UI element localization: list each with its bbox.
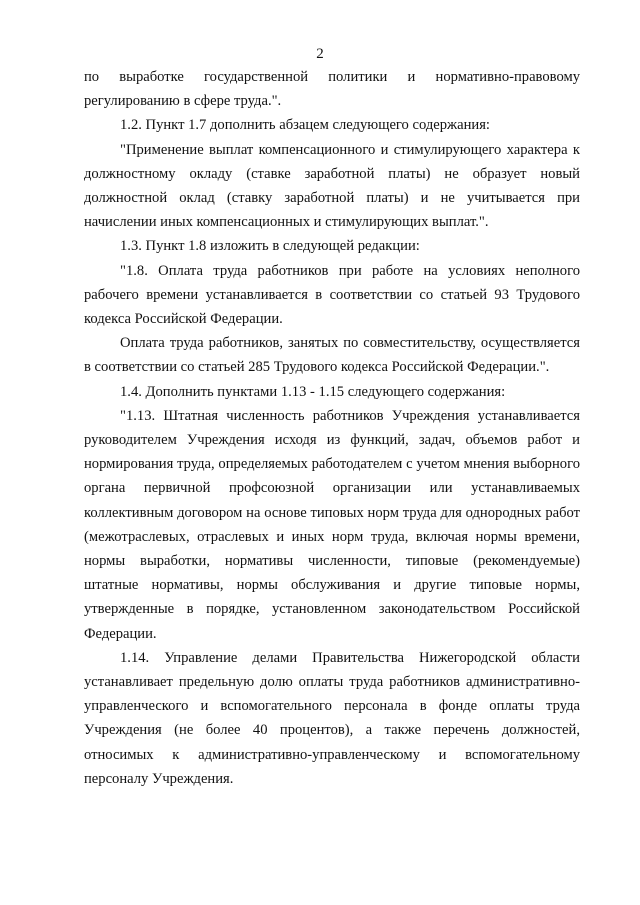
paragraph-part-time: Оплата труда работников, занятых по совместительству, осуществляется в соответствии со статьей 285 Трудового кодекса Российской Федерации.". [84,335,580,376]
document-body [84,65,580,791]
paragraph-item-1-13: "1.13. Штатная численность работников Учреждения устанавливается руководителем Учреждения исходя из функций, задач, объемов работ и нормирования труда, определяемых работодателем с учетом мнения выборного органа первичной профсоюзной организации или устанавливаемых коллективным договором на основе типовых норм труда для однородных работ (межотраслевых, отраслевых и иных норм труда, включая нормы времени, нормы выработки, нормативы численности, типовые (рекомендуемые) штатные нормативы, нормы обслуживания и другие типовые нормы, утвержденные в порядке, установленном законодательством Российской Федерации. [84,407,580,642]
paragraph-quote-payments: "Применение выплат компенсационного и стимулирующего характера к должностному окладу (ставке заработной платы) не образует новый должностной оклад (ставку заработной платы) и не учитывается при начислении иных компенсационных и стимулирующих выплат.". [84,141,580,231]
paragraph-item-1-8: "1.8. Оплата труда работников при работе на условиях неполного рабочего времени устанавливается в соответствии со статьей 93 Трудового кодекса Российской Федерации. [84,262,580,328]
paragraph-item-1-2: 1.2. Пункт 1.7 дополнить абзацем следующего содержания: [120,117,490,134]
page-number: 2 [316,46,324,62]
paragraph-item-1-4: 1.4. Дополнить пунктами 1.13 - 1.15 следующего содержания: [120,383,506,400]
paragraph-item-1-3: 1.3. Пункт 1.8 изложить в следующей редакции: [120,238,420,255]
paragraph-item-1-14: 1.14. Управление делами Правительства Нижегородской области устанавливает предельную долю оплаты труда работников административно-управленческого и вспомогательного персонала в фонде оплаты труда Учреждения (не более 40 процентов), а также перечень должностей, относимых к административно-управленческому и вспомогательному персоналу Учреждения. [84,649,580,787]
paragraph-continuation: по выработке государственной политики и нормативно-правовому регулированию в сфере труда.". [84,69,580,110]
